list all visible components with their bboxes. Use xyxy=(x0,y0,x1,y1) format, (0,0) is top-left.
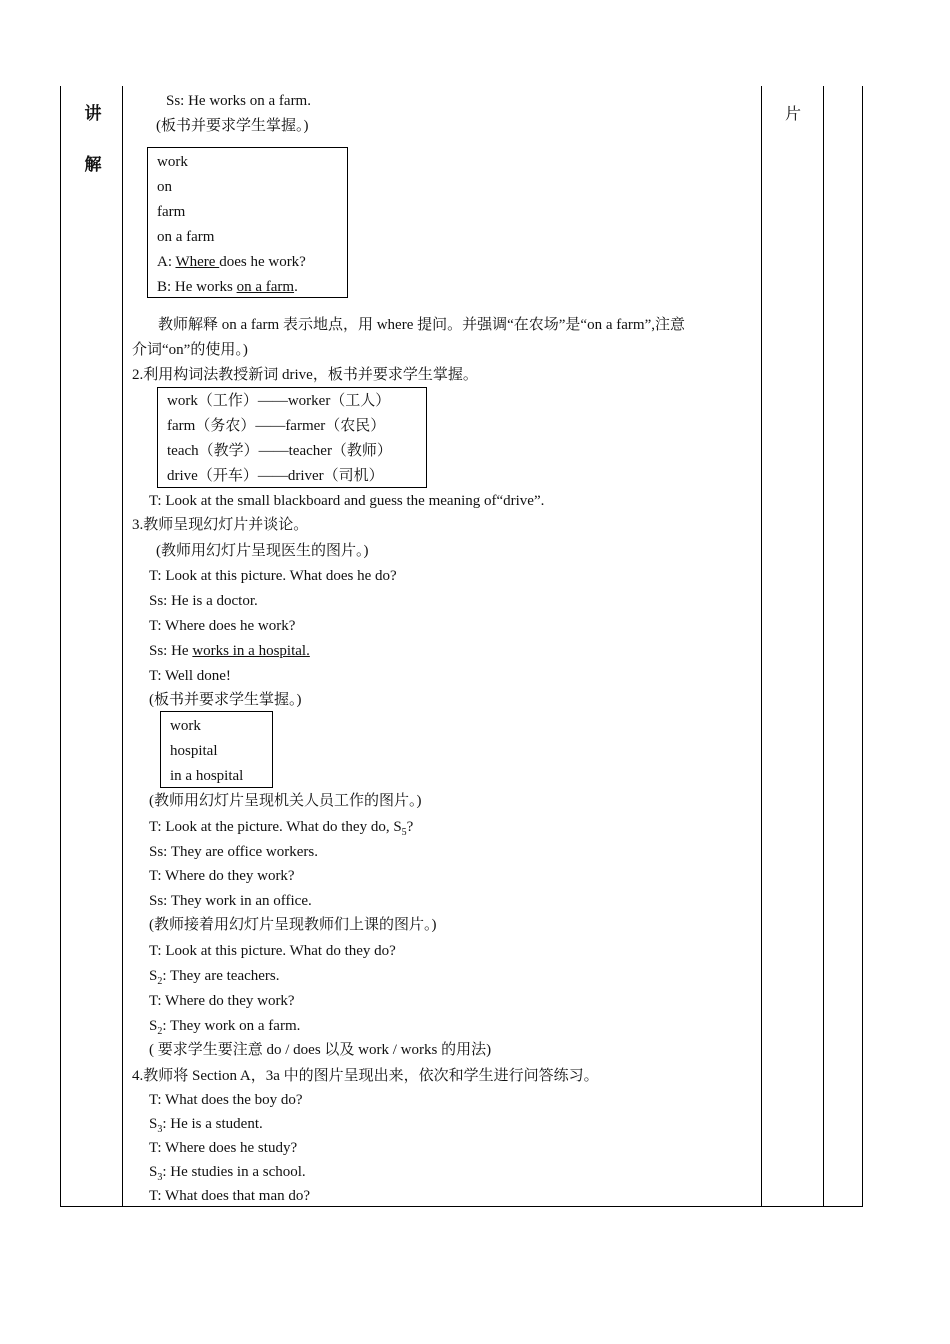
table-divider-content xyxy=(761,86,762,1207)
blackboard-box-1 xyxy=(147,147,348,298)
line-s6 xyxy=(149,966,280,992)
line-s8 xyxy=(149,1114,263,1140)
line-office-note: (教师用幻灯片呈现机关人员工作的图片。) xyxy=(149,793,422,809)
line-t1: T: Look at this picture. What does he do? xyxy=(149,568,397,584)
line-t6: T: Look at this picture. What do they do? xyxy=(149,943,396,959)
s2-prefix: Ss: He xyxy=(149,643,193,659)
line-step-4: 4.教师将 Section A，3a 中的图片呈现出来，依次和学生进行问答练习。 xyxy=(132,1068,599,1084)
s9-a: S xyxy=(149,1164,158,1180)
box1-a-end: . xyxy=(294,279,298,295)
line-t9: T: Where does he study? xyxy=(149,1140,298,1156)
s8-sub: 3 xyxy=(157,1124,163,1135)
t4-end: ? xyxy=(406,819,414,835)
s6-sub: 2 xyxy=(157,976,163,987)
box2-line-work: work（工作）——worker（工人） xyxy=(167,393,391,409)
line-s5: Ss: They work in an office. xyxy=(149,893,312,909)
box1-a-prefix: B: He works xyxy=(157,279,237,295)
line-ss-farm: Ss: He works on a farm. xyxy=(166,93,311,109)
table-border-left xyxy=(60,86,61,1207)
box1-line-on: on xyxy=(157,179,172,195)
line-t4 xyxy=(149,817,413,843)
s2-underline: works in a hospital. xyxy=(192,643,310,659)
s8-a: S xyxy=(149,1116,158,1132)
s7-sub: 2 xyxy=(157,1026,163,1037)
t4-sub: 5 xyxy=(401,827,407,838)
line-s7 xyxy=(149,1016,300,1042)
box2-line-teach: teach（教学）——teacher（教师） xyxy=(167,443,392,459)
table-bottom-border xyxy=(60,1206,863,1207)
blackboard-box-3 xyxy=(160,711,273,788)
box2-line-farm: farm（务农）——farmer（农民） xyxy=(167,418,386,434)
box1-line-farm: farm xyxy=(157,204,186,220)
box2-line-drive: drive（开车）——driver（司机） xyxy=(167,468,384,484)
side-note: 片 xyxy=(784,104,801,123)
line-s4: Ss: They are office workers. xyxy=(149,844,318,860)
line-explain-1: 教师解释 on a farm 表示地点，用 where 提问。并强调“在农场”是“on a farm”,注意 xyxy=(158,317,685,333)
s7-a: S xyxy=(149,1018,158,1034)
section-label-char-1: 讲 xyxy=(84,104,102,124)
t4-text: T: Look at the picture. What do they do, S xyxy=(149,819,402,835)
line-t5: T: Where do they work? xyxy=(149,868,295,884)
s9-sub: 3 xyxy=(157,1172,163,1183)
table-divider-label xyxy=(122,86,123,1207)
line-s2 xyxy=(149,641,310,661)
box1-a-underline: on a farm xyxy=(236,279,295,295)
line-teacher-note: (教师接着用幻灯片呈现教师们上课的图片。) xyxy=(149,917,437,933)
line-s9 xyxy=(149,1162,306,1188)
line-step-3: 3.教师呈现幻灯片并谈论。 xyxy=(132,517,309,533)
box3-line-in-a-hospital: in a hospital xyxy=(170,768,244,784)
s8-b: : He is a student. xyxy=(162,1116,263,1132)
box1-q-prefix: A: xyxy=(157,254,176,270)
table-divider-side xyxy=(823,86,824,1207)
s7-b: : They work on a farm. xyxy=(162,1018,301,1034)
line-t2: T: Where does he work? xyxy=(149,618,296,634)
line-board2-note: (板书并要求学生掌握。) xyxy=(149,692,302,708)
section-label-char-2: 解 xyxy=(84,155,102,175)
table-border-right xyxy=(862,86,863,1207)
line-board1-note: (板书并要求学生掌握。) xyxy=(156,118,309,134)
line-step-2: 2.利用构词法教授新词 drive，板书并要求学生掌握。 xyxy=(132,367,478,383)
line-s1: Ss: He is a doctor. xyxy=(149,593,258,609)
line-explain-2: 介词“on”的使用。) xyxy=(132,342,248,358)
line-t3: T: Well done! xyxy=(149,668,231,684)
s6-a: S xyxy=(149,968,158,984)
line-guess: T: Look at the small blackboard and guess the meaning of“drive”. xyxy=(149,493,545,509)
line-doctor-note: (教师用幻灯片呈现医生的图片。) xyxy=(156,543,369,559)
line-remind: ( 要求学生要注意 do / does 以及 work / works 的用法) xyxy=(149,1042,492,1058)
box1-line-answer xyxy=(157,277,298,297)
box1-line-on-a-farm: on a farm xyxy=(157,229,215,245)
box1-q-rest: does he work? xyxy=(219,254,306,270)
box3-line-work: work xyxy=(170,718,201,734)
box1-line-work: work xyxy=(157,154,188,170)
line-t10: T: What does that man do? xyxy=(149,1188,311,1204)
s6-b: : They are teachers. xyxy=(162,968,280,984)
blackboard-box-2 xyxy=(157,387,427,488)
line-t7: T: Where do they work? xyxy=(149,993,295,1009)
s9-b: : He studies in a school. xyxy=(162,1164,306,1180)
box1-line-question xyxy=(157,252,306,272)
box1-q-underline: Where xyxy=(175,254,220,270)
line-t8: T: What does the boy do? xyxy=(149,1092,303,1108)
box3-line-hospital: hospital xyxy=(170,743,218,759)
